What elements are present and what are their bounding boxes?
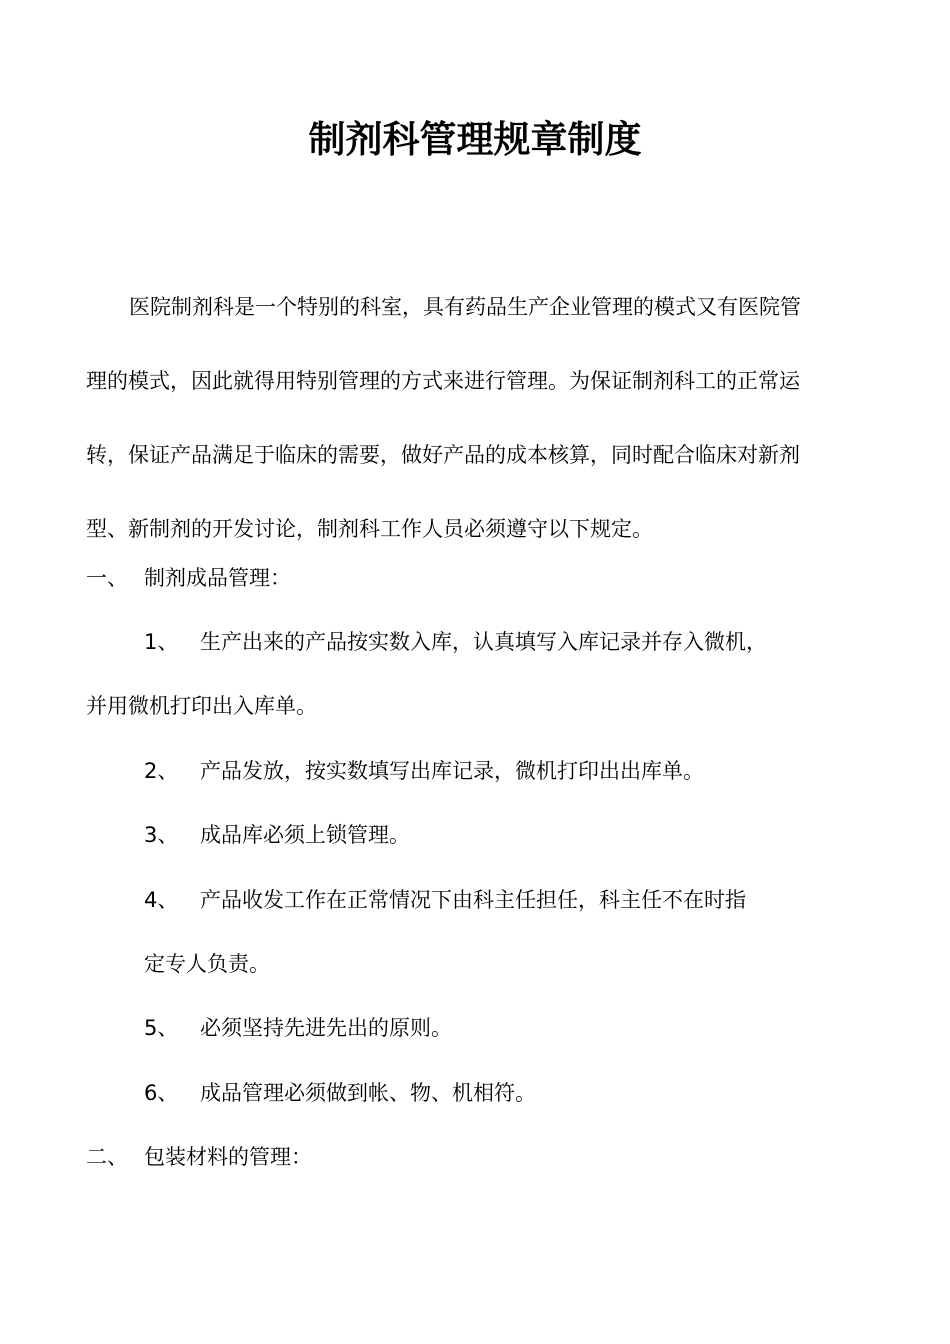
section-heading-text: 制剂成品管理： [144, 566, 291, 590]
item-number: 6、 [144, 1081, 179, 1105]
document-title: 制剂科管理规章制度 [308, 118, 642, 161]
item-text: 产品收发工作在正常情况下由科主任担任，科主任不在时指 [200, 888, 746, 912]
item-number: 4、 [144, 888, 179, 912]
section-heading-text: 包装材料的管理： [144, 1145, 312, 1169]
item-text: 成品库必须上锁管理。 [200, 823, 410, 847]
list-item-5 [144, 1012, 452, 1044]
item-text: 必须坚持先进先出的原则。 [200, 1016, 452, 1040]
section-number: 二、 [86, 1145, 128, 1169]
section-number: 一、 [86, 566, 128, 590]
list-item-6 [144, 1077, 536, 1109]
item-text: 成品管理必须做到帐、物、机相符。 [200, 1081, 536, 1105]
list-item-4 [144, 884, 746, 916]
intro-line: 型、新制剂的开发讨论，制剂科工作人员必须遵守以下规定。 [86, 517, 653, 541]
item-text: 产品发放，按实数填写出库记录，微机打印出出库单。 [200, 759, 704, 783]
intro-line: 理的模式，因此就得用特别管理的方式来进行管理。为保证制剂科工的正常运 [86, 369, 800, 393]
intro-line: 医院制剂科是一个特别的科室，具有药品生产企业管理的模式又有医院管 [129, 295, 801, 319]
list-item-4-continuation: 定专人负责。 [144, 952, 270, 976]
list-item-1 [144, 626, 767, 658]
item-number: 3、 [144, 823, 179, 847]
section-heading-1 [86, 562, 291, 594]
item-number: 1、 [144, 630, 179, 654]
section-heading-2 [86, 1141, 312, 1173]
item-number: 2、 [144, 759, 179, 783]
list-item-3 [144, 819, 410, 851]
list-item-2 [144, 755, 704, 787]
intro-paragraph [86, 270, 876, 566]
item-number: 5、 [144, 1016, 179, 1040]
list-item-1-continuation: 并用微机打印出入库单。 [86, 694, 317, 718]
item-text: 生产出来的产品按实数入库，认真填写入库记录并存入微机， [200, 630, 767, 654]
intro-line: 转，保证产品满足于临床的需要，做好产品的成本核算，同时配合临床对新剂 [86, 443, 800, 467]
